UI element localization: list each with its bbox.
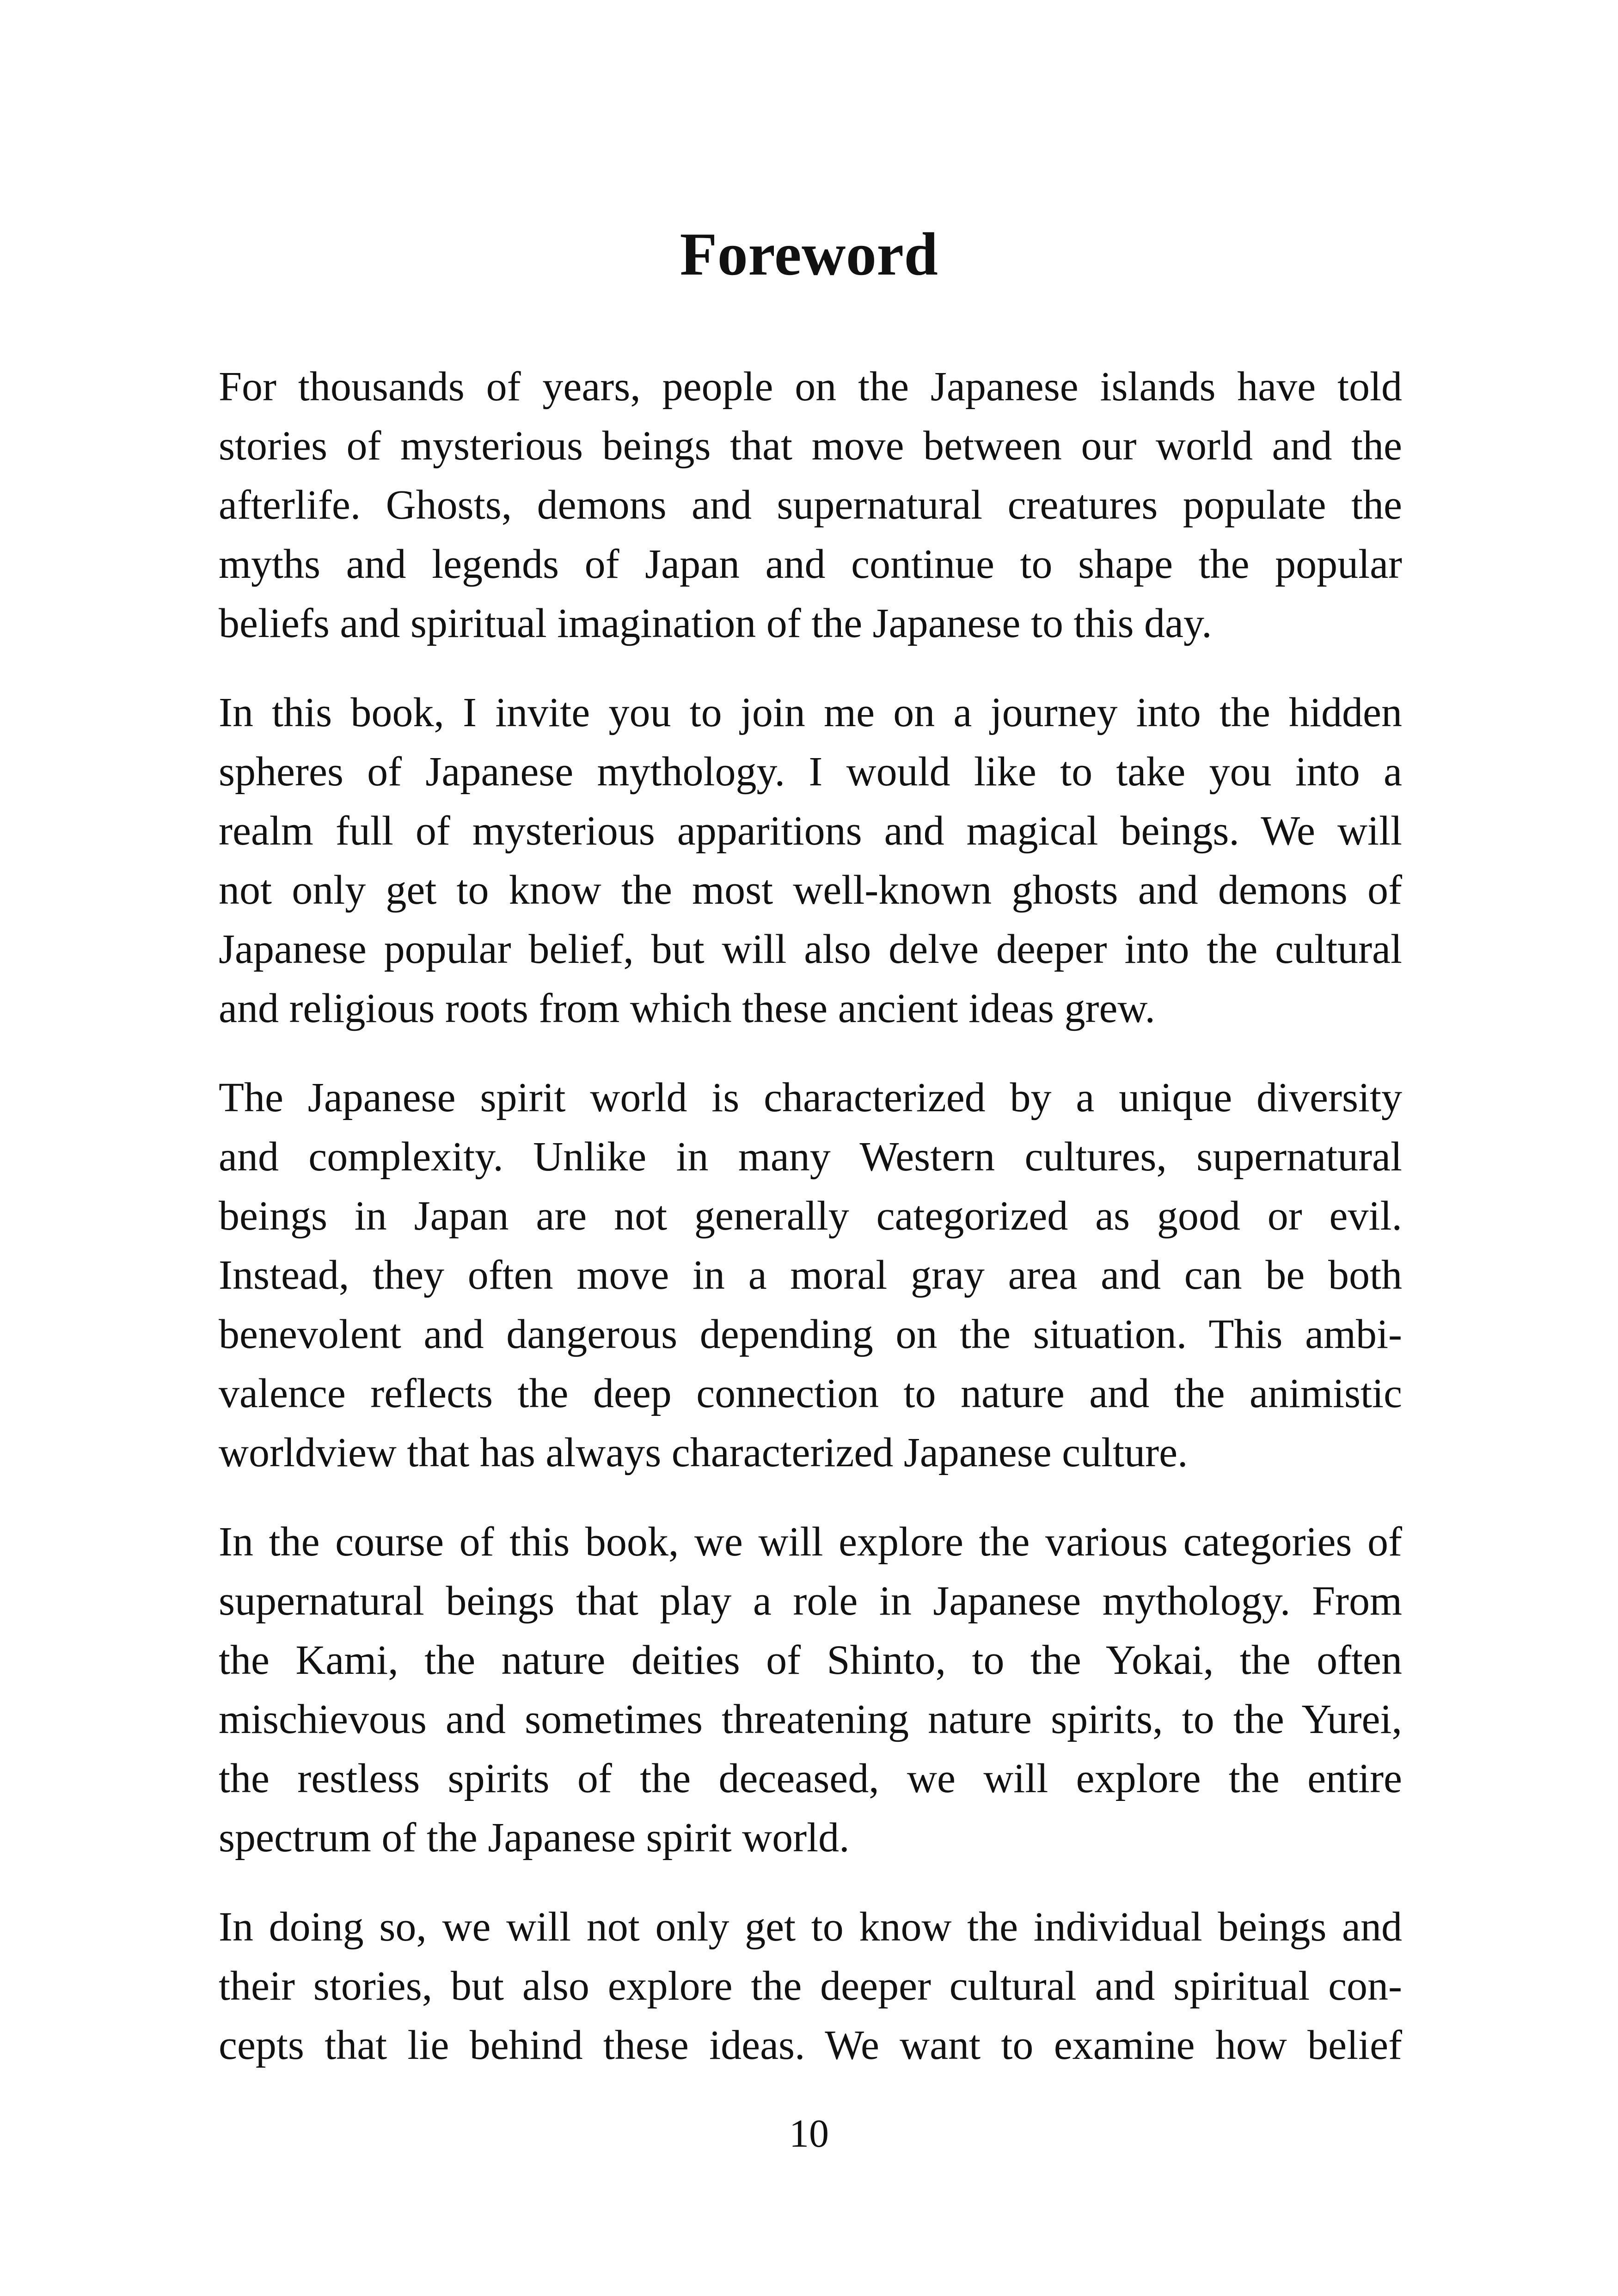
text-line: stories of mysterious beings that move between our world and the: [219, 423, 1402, 469]
chapter-title: Foreword: [680, 220, 938, 288]
text-line: In the course of this book, we will explore the various categories of: [219, 1519, 1402, 1565]
paragraph-4: [219, 1512, 1402, 1867]
paragraph-2: [219, 683, 1402, 1038]
text-line: mischievous and sometimes threatening nature spirits, to the Yurei,: [219, 1696, 1402, 1742]
text-line: Japanese popular belief, but will also delve deeper into the cultural: [219, 926, 1402, 972]
body-text: [219, 357, 1402, 2105]
text-line: Instead, they often move in a moral gray area and can be both: [219, 1252, 1402, 1298]
text-line: In doing so, we will not only get to know the individual beings and: [219, 1904, 1402, 1950]
text-line: worldview that has always characterized Japanese culture.: [219, 1430, 1188, 1476]
paragraph-3: [219, 1068, 1402, 1482]
text-line: benevolent and dangerous depending on the situation. This ambi-: [219, 1311, 1402, 1357]
paragraph-1: [219, 357, 1402, 653]
text-line: In this book, I invite you to join me on a journey into the hidden: [219, 690, 1402, 735]
text-line: and complexity. Unlike in many Western cultures, supernatural: [219, 1134, 1402, 1180]
text-line: supernatural beings that play a role in Japanese mythology. From: [219, 1578, 1402, 1624]
text-line: realm full of mysterious apparitions and magical beings. We will: [219, 808, 1402, 854]
text-line: the restless spirits of the deceased, we will explore the entire: [219, 1756, 1402, 1801]
text-line: The Japanese spirit world is characterized by a unique diversity: [219, 1075, 1402, 1120]
text-line: and religious roots from which these ancient ideas grew.: [219, 986, 1156, 1031]
text-line: the Kami, the nature deities of Shinto, to the Yokai, the often: [219, 1637, 1402, 1683]
text-line: myths and legends of Japan and continue to shape the popular: [219, 541, 1402, 587]
text-line: beings in Japan are not generally categorized as good or evil.: [219, 1193, 1402, 1239]
text-line: beliefs and spiritual imagination of the Japanese to this day.: [219, 600, 1212, 646]
text-line: spheres of Japanese mythology. I would like to take you into a: [219, 749, 1402, 795]
text-line: afterlife. Ghosts, demons and supernatural creatures populate the: [219, 482, 1402, 528]
paragraph-5: [219, 1898, 1402, 2075]
text-line: their stories, but also explore the deeper cultural and spiritual con-: [219, 1963, 1402, 2009]
text-line: cepts that lie behind these ideas. We want to examine how belief: [219, 2022, 1402, 2068]
page-number: 10: [789, 2111, 829, 2155]
text-line: not only get to know the most well-known ghosts and demons of: [219, 867, 1402, 913]
text-line: spectrum of the Japanese spirit world.: [219, 1815, 850, 1861]
text-line: For thousands of years, people on the Japanese islands have told: [219, 364, 1402, 410]
text-line: valence reflects the deep connection to nature and the animistic: [219, 1371, 1402, 1416]
